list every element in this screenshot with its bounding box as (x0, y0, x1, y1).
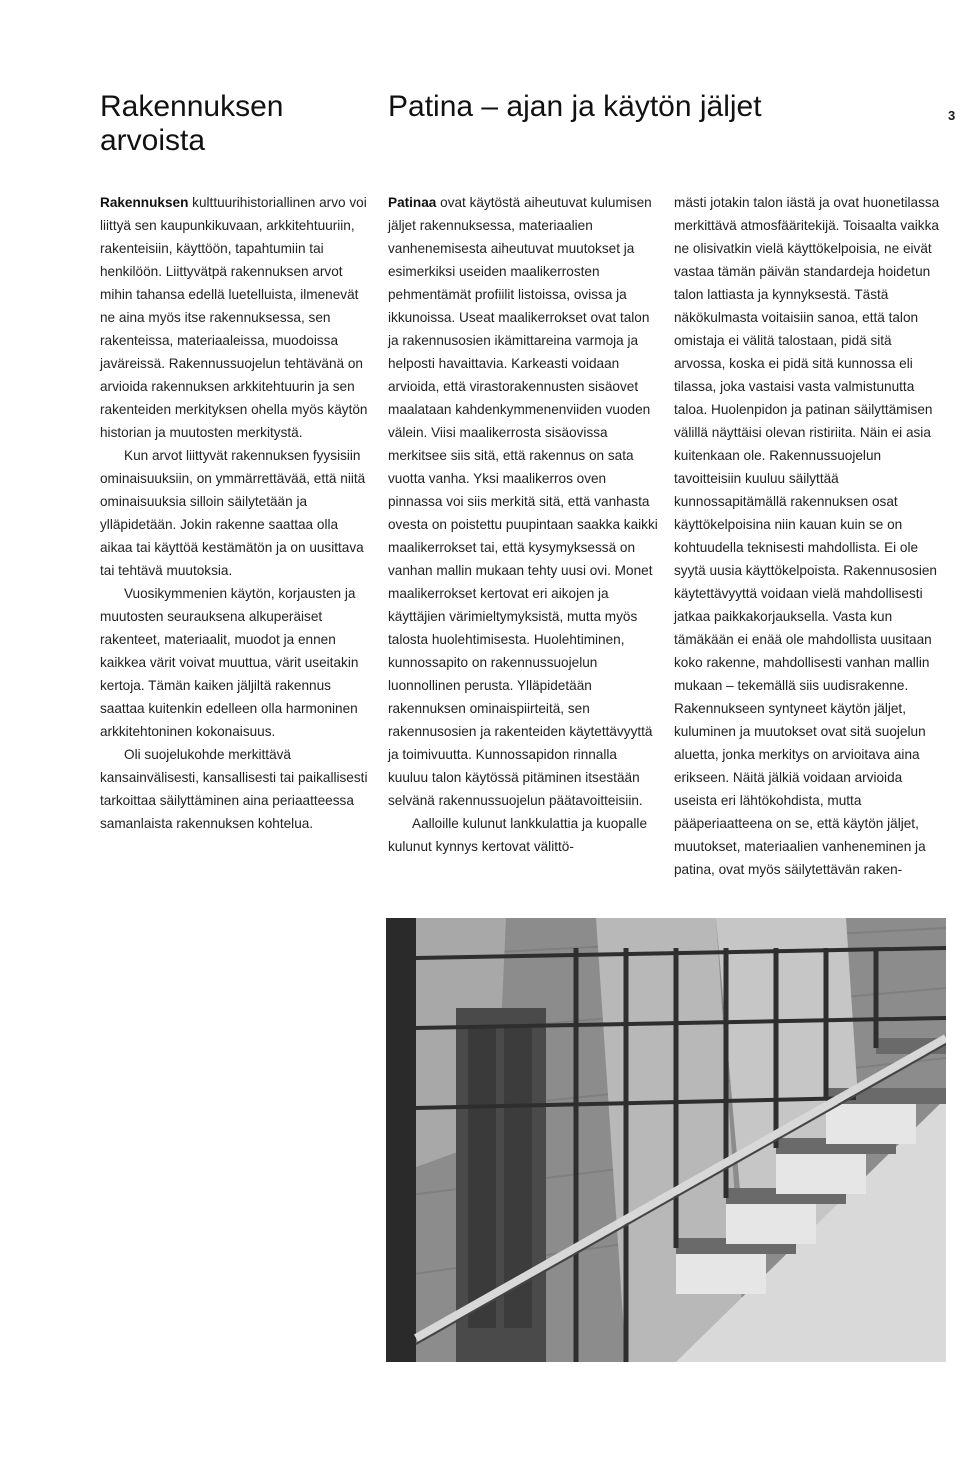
page-number: 3 (948, 108, 956, 123)
paragraph: Aalloille kulunut lankkulattia ja kuopalle kulunut kynnys kertovat välittö- (388, 816, 648, 854)
middle-text-column (388, 191, 660, 858)
paragraph: mästi jotakin talon iästä ja ovat huonetilassa merkittävä atmosfääritekijä. Toisaalta vaikka ne olisivatkin vielä käyttökelpoisia, ne eivät vastaa tämän päivän standardeja hoidetun talon lattiasta ja kynnyksestä. Tästä näkökulmasta voitaisiin sanoa, että talon omistaja ei välitä talostaan, pidä sitä arvossa, koska ei pidä sitä kunnossa eli tilassa, joka vastaisi vasta valmistunutta taloa. Huolenpidon ja patinan säilyttämisen välillä näyttäisi olevan ristiriita. Näin ei asia kuitenkaan ole. Rakennussuojelun tavoitteisiin kuuluu säilyttää kunnossapitämällä rakennuksen osat käyttökelpoisina niin kauan kuin se on kohtuudella teknisesti mahdollista. Ei ole syytä uusia käyttökelpoista. Rakennusosien käytettävyyttä voidaan vielä mahdollisesti jatkaa paikkakorjauksella. Vasta kun tämäkään ei enää ole mahdollista uusitaan koko rakenne, mahdollisesti vanhan mallin mukaan – tekemällä siis uudisrakenne. Rakennukseen syntyneet käytön jäljet, kuluminen ja muutokset ovat sitä suojelun aluetta, jonka merkitys on arvioitava aina erikseen. Näitä jälkiä voidaan arvioida useista eri lähtökohdista, mutta pääperiaatteena on se, että käytön jäljet, muutokset, materiaalien vanheneminen ja patina, ovat myös säilytettävän raken- (674, 195, 940, 877)
staircase-photo-illustration (386, 918, 946, 1362)
paragraph-text: kulttuurihistoriallinen arvo voi liittyä sen kaupunkikuvaan, arkkitehtuuriin, rakenteisiin, käyttöön, tapahtumiin tai henkilöön. Liittyvätpä rakennuksen arvot mihin tahansa edellä luetelluista, ilmenevät ne aina myös itse rakennuksessa, sen rakenteissa, materiaaleissa, muodoissa javäreissä. Rakennussuojelun tehtävänä on arvioida rakennuksen arkkitehtuurin ja sen rakenteiden merkityksen ohella myös käytön historian ja muutosten merkitystä. (100, 195, 368, 440)
paragraph-text: ovat käytöstä aiheutuvat kulumisen jäljet rakennuksessa, materiaalien vanhenemisesta aiheutuvat muutokset ja esimerkiksi useiden maalikerrosten pehmentämät profiilit listoissa, ovissa ja ikkunoissa. Useat maalikerrokset ovat talon ja rakennusosien ikämittareina varmoja ja helposti havaittavia. Karkeasti voidaan arvioida, että virastorakennusten sisäovet maalataan kahdenkymmenenviiden vuoden välein. Viisi maalikerrosta sisäovissa merkitsee siis sitä, että rakennus on sata vuotta vanha. Yksi maalikerros oven pinnassa voi siis merkitä sitä, että vanhasta ovesta on poistettu puupintaan saakka kaikki maalikerrokset tai, että kysymyksessä on vanhan mallin mukaan tehty uusi ovi. Monet maalikerrokset kertovat eri aikojen ja käyttäjien värimieltymyksistä, mutta myös talosta huolehtimisesta. Huolehtiminen, kunnossapito on rakennussuojelun luonnollinen perusta. Ylläpidetään rakennuksen ominaispiirteitä, sen rakennusosien ja rakenteiden käytettävyyttä ja toimivuutta. Kunnossapidon rinnalla kuuluu talon käytössä pitäminen itsestään selvänä rakennussuojelun päätavoitteisiin. (388, 195, 658, 808)
lead-word: Patinaa (388, 195, 437, 210)
staircase-photo (386, 918, 946, 1362)
paragraph: Kun arvot liittyvät rakennuksen fyysisiin ominaisuuksiin, on ymmärrettävää, että niitä ominaisuuksia silloin säilytetään ja ylläpidetään. Jokin rakenne saattaa olla aikaa tai käyttöä kestämätön ja on uusittava tai tehtävä muutoksia. (100, 448, 366, 578)
paragraph (100, 191, 370, 444)
paragraph: Oli suojelukohde merkittävä kansainvälisesti, kansallisesti tai paikallisesti tarkoittaa säilyttäminen aina periaatteessa samanlaista rakennuksen kohtelua. (100, 747, 368, 831)
paragraph (388, 191, 660, 812)
right-text-column (674, 191, 946, 881)
section-heading-line1: Rakennuksen (100, 90, 284, 123)
paragraph: Vuosikymmenien käytön, korjausten ja muutosten seurauksena alkuperäiset rakenteet, materiaalit, muodot ja ennen kaikkea värit voivat muuttua, värit useitakin kertoja. Tämän kaiken jäljiltä rakennus saattaa kuitenkin edelleen olla harmoninen arkkitehtoninen kokonaisuus. (100, 586, 359, 739)
section-heading (100, 90, 360, 158)
left-text-column (100, 191, 370, 835)
page-title: Patina – ajan ja käytön jäljet (388, 90, 762, 123)
lead-word: Rakennuksen (100, 195, 189, 210)
section-heading-line2: arvoista (100, 124, 206, 157)
